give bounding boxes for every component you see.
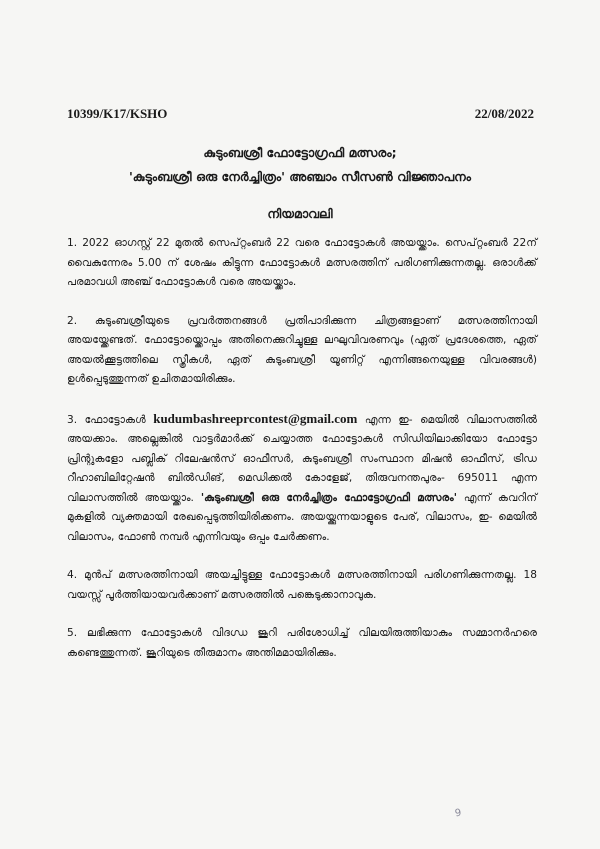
rule-1: 1. 2022 ഓഗസ്റ്റ് 22 മുതൽ സെപ്റ്റംബർ 22 വരെ ഫോട്ടോകൾ അയയ്ക്കാം. സെപ്റ്റംബർ 22ന് വൈകുന്നേരം 5.00 ന് ശേഷം കിട്ടുന്ന ഫോട്ടോകൾ മത്സരത്തിന് പരിഗണിക്കുന്നതല്ല. ഒരാൾക്ക് പരമാവധി അഞ്ച് ഫോട്ടോകൾ വരെ അയയ്ക്കാം. xyxy=(67,237,537,288)
rule-5: 5. ലഭിക്കുന്ന ഫോട്ടോകൾ വിദഗ്ധ ജൂറി പരിശോധിച്ച് വിലയിരുത്തിയാകും സമ്മാനർഹരെ കണ്ടെത്തുന്നത്. ജൂറിയുടെ തീരുമാനം അന്തിമമായിരിക്കും. xyxy=(67,627,537,659)
contest-email: kudumbashreeprcontest@gmail.com xyxy=(153,410,358,426)
rule-2: 2. കുടുംബശ്രീയുടെ പ്രവർത്തനങ്ങൾ പ്രതിപാദിക്കുന്ന ചിത്രങ്ങളാണ് മത്സരത്തിനായി അയയ്ക്കേണ്ടത്. ഫോട്ടോയ്ക്കൊപ്പം അതിനെക്കുറിച്ചുള്ള ലഘുവിവരണവും (ഏത് പ്രദേശത്തെ, ഏത് അയൽക്കൂട്ടത്തിലെ സ്ത്രീകൾ, ഏത് കുടുംബശ്രീ യൂണിറ്റ് എന്നിങ്ങനെയുള്ള വിവരങ്ങൾ) ഉൾപ്പെടുത്തുന്നത് ഉചിതമായിരിക്കും. xyxy=(67,314,537,385)
rule-3-text-a: 3. ഫോട്ടോകൾ xyxy=(67,413,146,426)
section-heading: നിയമാവലി xyxy=(267,206,333,221)
rule-3-text-b: എന്ന ഇ- മെയിൽ വിലാസത്തിൽ അയക്കാം. അല്ലെങ്കിൽ വാട്ടർമാർക്ക് ചെയ്യാത്ത ഫോട്ടോകൾ സിഡിയിലാക്കിയോ ഫോട്ടോ പ്രിന്റുകളോ പബ്ലിക് റിലേഷൻസ് ഓഫീസർ, കുടുംബശ്രീ സംസ്ഥാന മിഷൻ ഓഫീസ്, ട്രിഡ റീഹാബിലിറ്റേഷൻ ബിൽഡിങ്, മെഡിക്കൽ കോളേജ്, തിരുവനന്തപുരം- 695011 എന്ന വിലാസത്തിൽ അയയ്ക്കാം. xyxy=(67,413,538,504)
document-date: 22/08/2022 xyxy=(474,106,534,121)
title-line-1: കുടുംബശ്രീ ഫോട്ടോഗ്രഫി മത്സരം; xyxy=(203,145,397,160)
rule-4: 4. മുൻപ് മത്സരത്തിനായി അയച്ചിട്ടുള്ള ഫോട്ടോകൾ മത്സരത്തിനായി പരിഗണിക്കുന്നതല്ല. 18 വയസ്സ് പൂർത്തിയായവർക്കാണ് മത്സരത്തിൽ പങ്കെടുക്കാനാവുക. xyxy=(67,569,537,601)
page-mark: 9 xyxy=(454,807,463,820)
reference-number: 10399/K17/KSHO xyxy=(67,106,168,121)
title-line-2: 'കുടുംബശ്രീ ഒരു നേർച്ചിത്രം' അഞ്ചാം സീസൺ വിജ്ഞാപനം xyxy=(128,169,472,184)
rules-body xyxy=(67,234,537,682)
rule-3-cover-label: 'കുടുംബശ്രീ ഒരു നേർച്ചിത്രം ഫോട്ടോഗ്രഫി മത്സരം' xyxy=(200,491,457,504)
rule-3 xyxy=(67,409,537,548)
rule-3-text-c: എന്ന് കവറിന് മുകളിൽ വ്യക്തമായി രേഖപ്പെടുത്തിയിരിക്കണം. അയയ്ക്കുന്നയാളുടെ പേര്, വിലാസം, ഇ- മെയിൽ വിലാസം, ഫോൺ നമ്പർ എന്നിവയും ഒപ്പം ചേർക്കണം. xyxy=(67,491,537,543)
